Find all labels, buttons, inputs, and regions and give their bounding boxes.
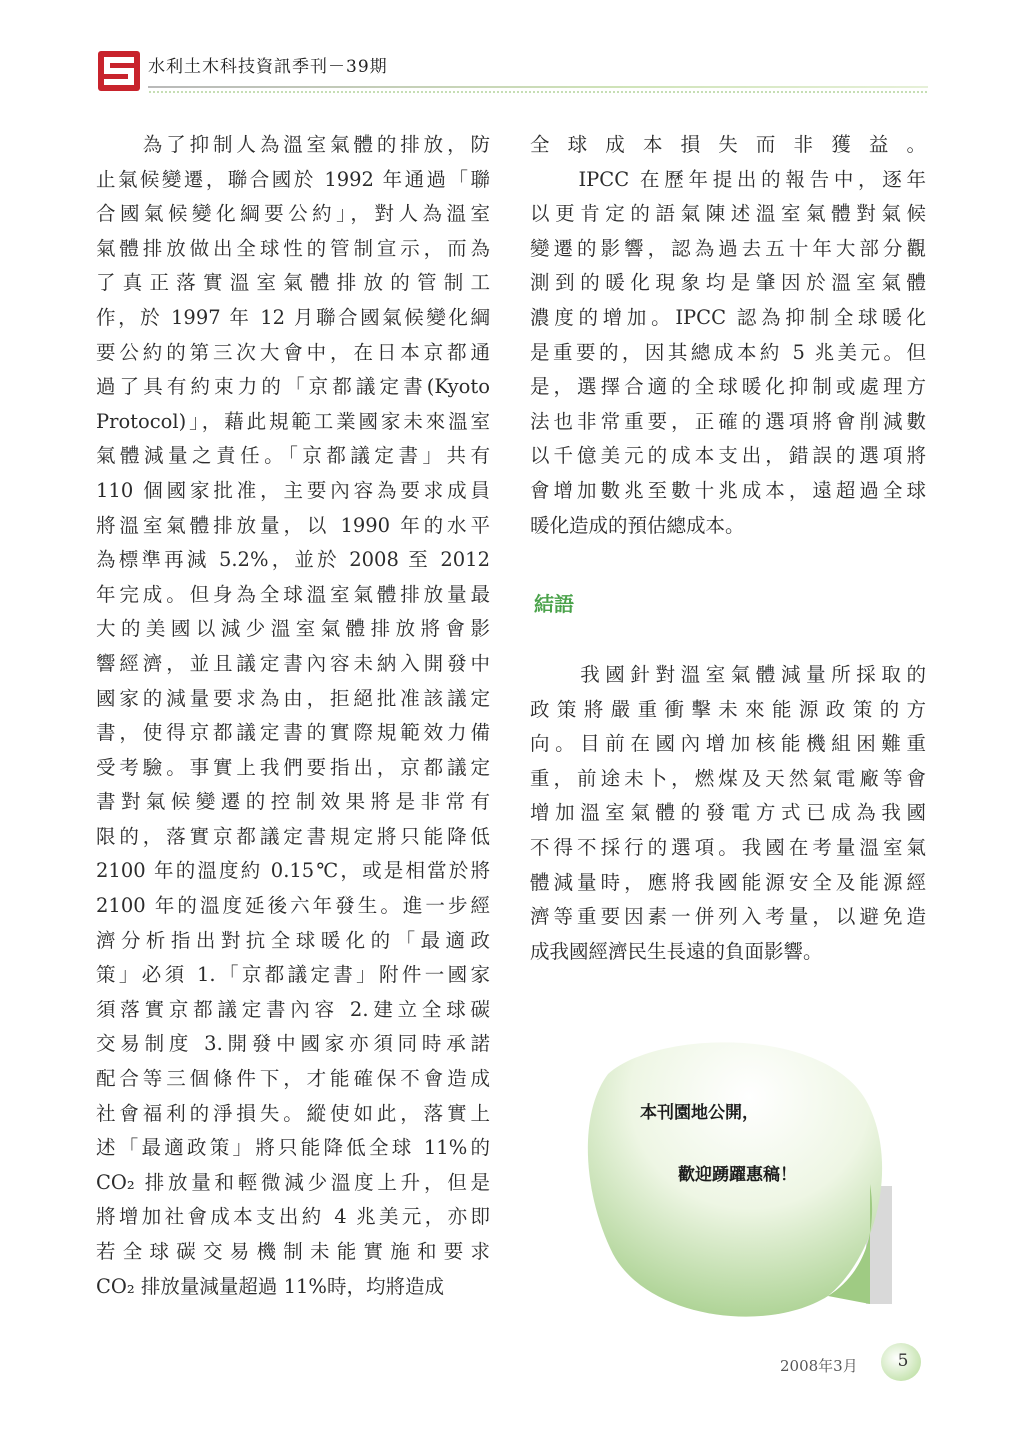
left-column-line: Protocol)」，藉此規範工業國家未來溫室 xyxy=(96,409,490,433)
right-column-bottom-line: 我國針對溫室氣體減量所採取的 xyxy=(530,663,926,686)
left-column-line: 將溫室氣體排放量，以 1990 年的水平 xyxy=(96,513,490,537)
right-column-top-line: 測到的暖化現象均是肇因於溫室氣體 xyxy=(530,271,926,295)
page-header xyxy=(0,0,1024,110)
issue-date: 2008年3月 xyxy=(780,1357,858,1375)
left-column-line: 年完成。但身為全球溫室氣體排放量最 xyxy=(96,582,490,606)
left-column-line: 交易制度 3.開發中國家亦須同時承諾 xyxy=(96,1032,490,1056)
right-column-top-line: IPCC 在歷年提出的報告中，逐年 xyxy=(530,167,926,191)
left-column-line: 將增加社會成本支出約 4 兆美元，亦即 xyxy=(96,1205,490,1229)
left-column-line: 110 個國家批准，主要內容為要求成員 xyxy=(96,478,490,502)
left-column-line: 作，於 1997 年 12 月聯合國氣候變化綱 xyxy=(96,305,490,329)
right-column-top-line: 以千億美元的成本支出，錯誤的選項將 xyxy=(530,444,926,468)
right-column-bottom-line: 重，前途未卜，燃煤及天然氣電廠等會 xyxy=(530,766,926,790)
left-column-line: 要公約的第三次大會中，在日本京都通 xyxy=(96,340,490,364)
right-column-top-line: 會增加數兆至數十兆成本，遠超過全球 xyxy=(530,478,926,502)
left-column-line: 合國氣候變化綱要公約」，對人為溫室 xyxy=(96,202,490,226)
left-column-line: 書，使得京都議定書的實際規範效力備 xyxy=(96,721,490,745)
left-column-line: 濟分析指出對抗全球暖化的「最適政 xyxy=(96,928,490,952)
left-column-line: 2100 年的溫度延後六年發生。進一步經 xyxy=(96,894,490,918)
left-column-line: 響經濟，並且議定書內容未納入開發中 xyxy=(96,651,490,675)
left-column-line: 國家的減量要求為由，拒絕批准該議定 xyxy=(96,686,490,710)
right-column-top-line: 以更肯定的語氣陳述溫室氣體對氣候 xyxy=(530,202,926,226)
left-column-line: CO₂ 排放量減量超過 11%時，均將造成 xyxy=(96,1274,444,1298)
page-number: 5 xyxy=(897,1351,909,1371)
left-column-line: 2100 年的溫度約 0.15℃，或是相當於將 xyxy=(96,859,490,883)
header-divider xyxy=(148,86,928,94)
left-column-line: 過了具有約束力的「京都議定書(Kyoto xyxy=(96,375,490,399)
left-column-line: 配合等三個條件下，才能確保不會造成 xyxy=(96,1067,490,1091)
journal-logo-icon xyxy=(96,48,142,94)
right-column-top-line: 是，選擇合適的全球暖化抑制或處理方 xyxy=(530,375,926,399)
right-column-top-line: 暖化造成的預估總成本。 xyxy=(530,513,745,537)
left-column-line: 若全球碳交易機制未能實施和要求 xyxy=(96,1240,490,1263)
left-column-line: 氣體排放做出全球性的管制宣示，而為 xyxy=(96,236,490,260)
left-column-line: 須落實京都議定書內容 2.建立全球碳 xyxy=(96,997,490,1021)
section-heading-conclusion: 結語 xyxy=(534,592,574,616)
right-column-bottom-line: 增加溫室氣體的發電方式已成為我國 xyxy=(530,801,926,825)
callout-line-1: 本刊園地公開， xyxy=(640,1103,759,1123)
right-text-column-bottom xyxy=(530,658,926,969)
left-column-line: 為了抑制人為溫室氣體的排放，防 xyxy=(96,133,490,156)
right-text-column-top xyxy=(530,128,926,543)
right-column-bottom-line: 不得不採行的選項。我國在考量溫室氣 xyxy=(530,835,926,859)
right-column-top-line: 是重要的，因其總成本約 5 兆美元。但 xyxy=(530,340,926,364)
journal-title: 水利土木科技資訊季刊－39期 xyxy=(148,57,388,77)
right-column-bottom-line: 成我國經濟民生長遠的負面影響。 xyxy=(530,939,823,963)
right-column-top-line: 濃度的增加。IPCC 認為抑制全球暖化 xyxy=(530,305,926,329)
right-column-bottom-line: 向。目前在國內增加核能機組困難重 xyxy=(530,732,926,756)
left-column-line: CO₂ 排放量和輕微減少溫度上升，但是 xyxy=(96,1170,490,1194)
right-column-bottom-line: 政策將嚴重衝擊未來能源政策的方 xyxy=(530,697,926,721)
left-column-line: 氣體減量之責任。「京都議定書」共有 xyxy=(96,444,490,468)
left-column-line: 止氣候變遷，聯合國於 1992 年通過「聯 xyxy=(96,167,490,191)
right-column-top-line: 變遷的影響，認為過去五十年大部分觀 xyxy=(530,236,926,260)
left-text-column xyxy=(96,128,490,1304)
right-column-bottom-line: 濟等重要因素一併列入考量，以避免造 xyxy=(530,905,926,929)
left-column-line: 述「最適政策」將只能降低全球 11%的 xyxy=(96,1136,490,1160)
right-column-bottom-line: 體減量時，應將我國能源安全及能源經 xyxy=(530,870,926,894)
left-column-line: 社會福利的淨損失。縱使如此，落實上 xyxy=(96,1101,490,1125)
right-column-top-line: 法也非常重要，正確的選項將會削減數 xyxy=(530,409,926,433)
right-column-top-line: 全球成本損失而非獲益。 xyxy=(530,133,926,156)
left-column-line: 策」必須 1.「京都議定書」附件一國家 xyxy=(96,963,490,987)
left-column-line: 限的，落實京都議定書規定將只能降低 xyxy=(96,824,490,848)
left-column-line: 大的美國以減少溫室氣體排放將會影 xyxy=(96,617,490,641)
left-column-line: 受考驗。事實上我們要指出，京都議定 xyxy=(96,755,490,779)
left-column-line: 為標準再減 5.2%，並於 2008 至 2012 xyxy=(96,548,490,572)
callout-line-2: 歡迎踴躍惠稿！ xyxy=(678,1165,797,1185)
left-column-line: 了真正落實溫室氣體排放的管制工 xyxy=(96,271,490,295)
left-column-line: 書對氣候變遷的控制效果將是非常有 xyxy=(96,790,490,814)
